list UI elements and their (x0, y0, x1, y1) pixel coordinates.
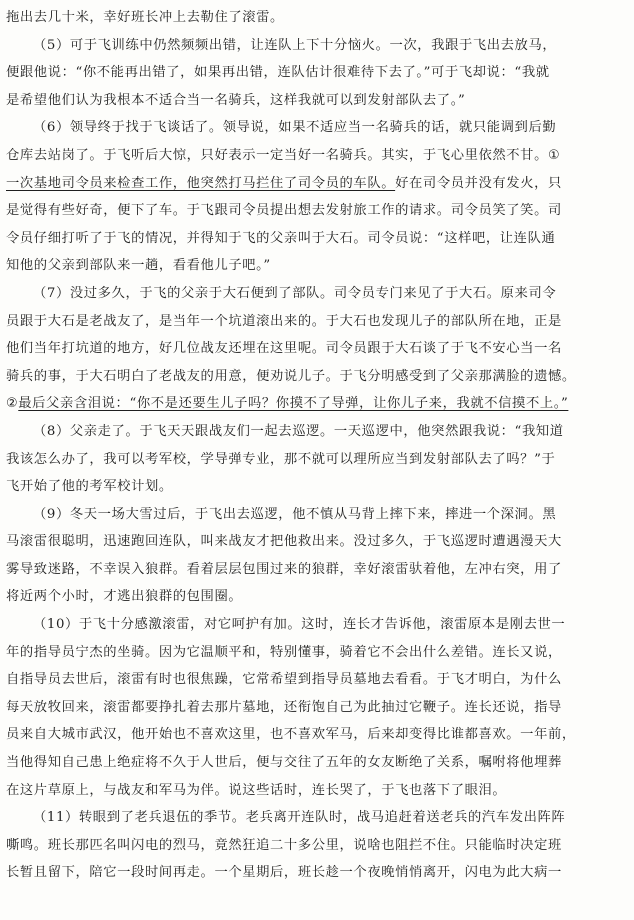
text-segment: （9）冬天一场大雪过后，于飞出去巡逻，他不慎从马背上摔下来，摔进一个深洞。黑 (33, 506, 557, 522)
text-line (6, 694, 624, 722)
text-segment: 拖出去几十米，幸好班长冲上去勒住了滚雷。 (6, 10, 284, 25)
text-segment: （6）领导终于找于飞谈话了。领导说，如果不适应当一名骑兵的话，就只能调到后勤 (33, 120, 557, 136)
text-segment: 是觉得有些好奇，便下了车。于飞跟司令员提出想去发射旅工作的请求。司令员笑了笑。司 (6, 203, 562, 219)
text-segment: 仓库去站岗了。于飞听后大惊，只好表示一定当好一名骑兵。其实，于飞心里依然不甘。 (6, 147, 548, 163)
text-line (6, 252, 624, 280)
text-line (6, 170, 624, 198)
text-line (6, 87, 624, 115)
text-line (6, 556, 624, 584)
text-segment: 最后父亲含泪说：“你不是还要生儿子吗？你摸不了导弹，让你儿子来，我就不信摸不上。” (18, 396, 569, 412)
text-segment: 他们当年打坑道的地方，好几位战友还埋在这里呢。司令员跟于大石谈了于飞不安心当一名 (6, 341, 562, 357)
text-segment: 当他得知自己患上绝症将不久于人世后，便与交往了五年的女友断绝了关系，嘱咐将他埋葬 (6, 755, 562, 771)
text-line (6, 473, 624, 501)
text-line (6, 528, 624, 556)
text-segment: 嘶鸣。班长那匹名叫闪电的烈马，竟然狂追二十多公里，说啥也阻拦不住。只能临时决定班 (6, 837, 562, 853)
text-segment: 好在司令员并没有发火，只 (395, 175, 562, 191)
text-segment: 飞开始了他的考军校计划。 (6, 479, 173, 495)
text-line (6, 114, 624, 142)
text-line (6, 639, 624, 667)
text-line (6, 308, 624, 336)
text-segment: （11）转眼到了老兵退伍的季节。老兵离开连队时，战马追赶着送老兵的汽车发出阵阵 (33, 810, 566, 826)
text-line (6, 721, 624, 749)
text-segment: 年的指导员宁杰的坐骑。因为它温顺平和，特别懂事，骑着它不会出什么差错。连长又说， (6, 644, 562, 660)
text-segment: 自指导员去世后，滚雷有时也很焦躁，它常希望到指导员墓地去看看。于飞才明白，为什么 (6, 672, 562, 688)
text-segment: 知他的父亲到部队来一趟，看看他儿子吧。” (6, 258, 271, 274)
text-line (6, 335, 624, 363)
text-line (6, 59, 624, 87)
circled-marker: ② (6, 396, 19, 412)
text-line (6, 32, 624, 60)
text-segment: （5）可于飞训练中仍然频频出错，让连队上下十分恼火。一次，我跟于飞出去放马， (33, 37, 557, 53)
text-segment: 一次基地司令员来检查工作，他突然打马拦住了司令员的车队。 (6, 175, 396, 191)
text-segment: 长暂且留下，陪它一段时间再走。一个星期后，班长趁一个夜晚悄悄离开，闪电为此大病一 (6, 865, 562, 881)
text-line (6, 446, 624, 474)
text-line (6, 225, 624, 253)
text-segment: 马滚雷很聪明，迅速跑回连队，叫来战友才把他救出来。没过多久，于飞巡逻时遭遇漫天大 (6, 534, 562, 550)
text-line (6, 4, 624, 32)
text-line (6, 611, 624, 639)
text-line (6, 804, 624, 832)
text-line (6, 390, 624, 418)
text-line (6, 418, 624, 446)
text-segment: 在这片草原上，与战友和军马为伴。说这些话时，连长哭了，于飞也落下了眼泪。 (6, 782, 507, 798)
text-segment: 将近两个小时，才逃出狼群的包围圈。 (6, 589, 243, 605)
text-segment: 我该怎么办了，我可以考军校，学导弹专业，那不就可以理所应当到发射部队去了吗？”于 (6, 451, 556, 467)
text-segment: 雾导致迷路，不幸误入狼群。看着层层包围过来的狼群，幸好滚雷驮着他，左冲右突，用了 (6, 561, 562, 577)
text-segment: 骑兵的事，于大石明白了老战友的用意，便劝说儿子。于飞分明感受到了父亲那满脸的遗憾。 (6, 368, 576, 384)
text-segment: 每天放牧回来，滚雷都要挣扎着去那片墓地，还衔饱自己为此抽过它鞭子。连长还说，指导 (6, 699, 562, 715)
text-line (6, 280, 624, 308)
text-line (6, 142, 624, 170)
circled-marker: ① (547, 147, 561, 163)
text-line (6, 859, 624, 887)
text-line (6, 666, 624, 694)
text-segment: 是希望他们认为我根本不适合当一名骑兵，这样我就可以到发射部队去了。” (6, 92, 466, 108)
text-segment: （10）于飞十分感激滚雷，对它呵护有加。这时，连长才告诉他，滚雷原本是刚去世一 (33, 617, 566, 633)
text-line (6, 583, 624, 611)
text-line (6, 197, 624, 225)
text-line (6, 363, 624, 391)
text-segment: 员跟于大石是老战友了，是当年一个坑道滚出来的。于大石也发现儿子的部队所在地，正是 (6, 313, 562, 329)
text-line (6, 832, 624, 860)
text-segment: 令员仔细打听了于飞的情况，并得知于飞的父亲叫于大石。司令员说：“这样吧，让连队通 (6, 230, 556, 246)
text-segment: （8）父亲走了。于飞天天跟战友们一起去巡逻。一天巡逻中，他突然跟我说：“我知道 (33, 423, 564, 439)
text-segment: 员来自大城市武汉，他开始也不喜欢这里，也不喜欢军马，后来却变得比谁都喜欢。一年前， (6, 727, 576, 743)
text-line (6, 749, 624, 777)
text-line (6, 501, 624, 529)
text-segment: （7）没过多久，于飞的父亲于大石便到了部队。司令员专门来见了于大石。原来司令 (33, 285, 557, 301)
text-line (6, 777, 624, 805)
text-segment: 便跟他说：“你不能再出错了，如果再出错，连队估计很难待下去了。”可于飞却说：“我就 (6, 65, 550, 81)
